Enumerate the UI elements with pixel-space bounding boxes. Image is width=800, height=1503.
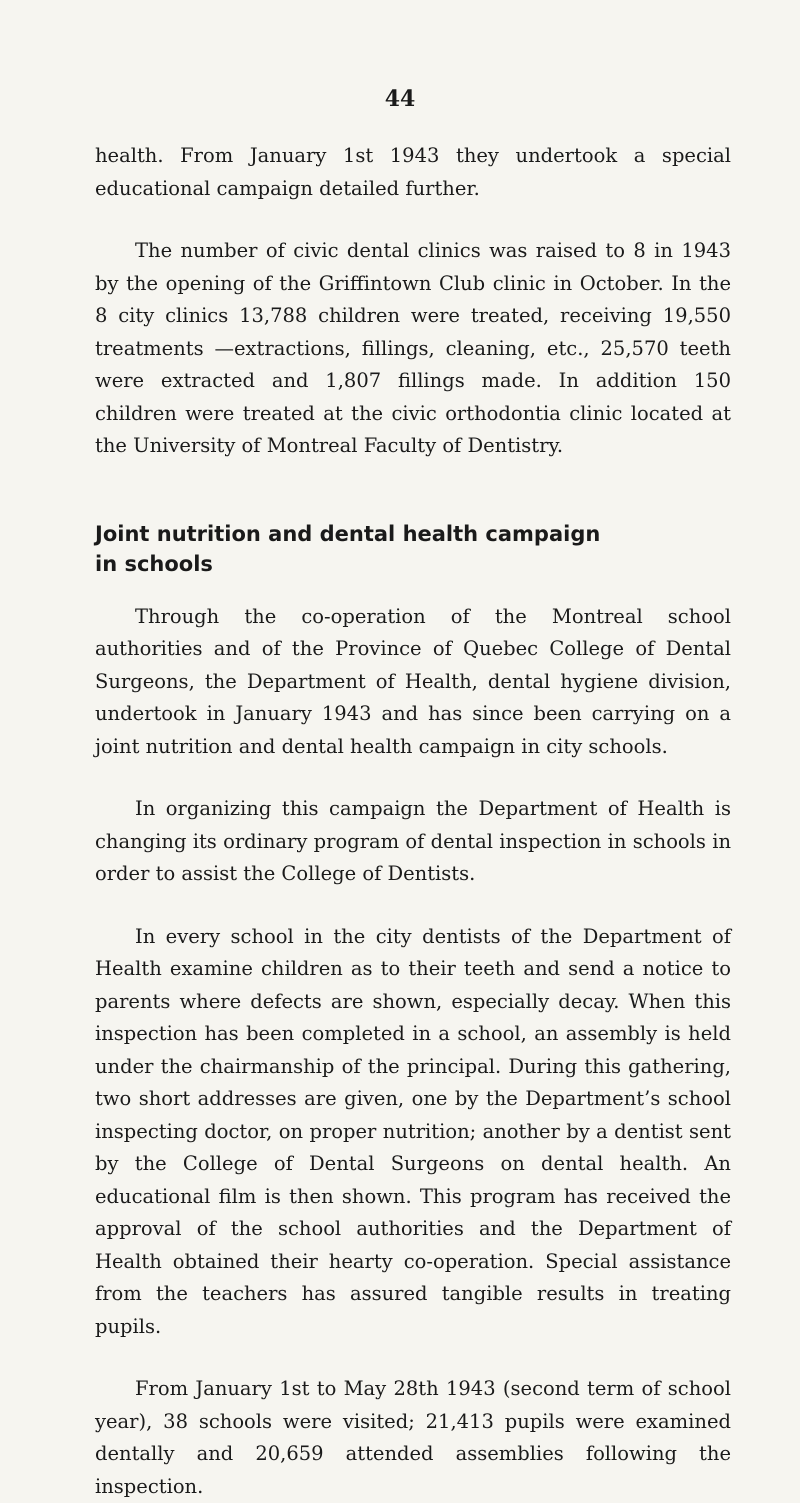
paragraph-inspection: In every school in the city dentists of the Department of Health examine children as to their teeth and send a notice to parents where defects are shown, especially decay. When this inspection has been completed in a school, an assembly is held under the chairmanship of the principal. During this gathering, two short addresses are given, one by the Department’s school inspecting doctor, on proper nutrition; another by a dentist sent by the College of Dental Surgeons on dental health. An educational film is then shown. This program has received the approval of the school authorities and the Department of Health obtained their hearty co-operation. Special assistance from the teachers has assured tangible results in treating pupils.: [95, 924, 731, 1338]
document-body: [95, 140, 731, 1503]
section-heading: [95, 519, 731, 579]
paragraph-statistics: From January 1st to May 28th 1943 (second term of school year), 38 schools were visited; 21,413 pupils were examined dentally and 20,659 attended assemblies following the inspection.: [95, 1377, 731, 1498]
page-number: 44: [384, 86, 416, 112]
section-heading-line-2: in schools: [95, 551, 213, 576]
paragraph-cooperation: Through the co-operation of the Montreal school authorities and of the Province of Quebec College of Dental Surgeons, the Department of Health, dental hygiene division, undertook in January 1943 and has since been carrying on a joint nutrition and dental health campaign in city schools.: [95, 604, 731, 758]
paragraph-continuation: health. From January 1st 1943 they undertook a special educational campaign detailed further.: [95, 144, 731, 200]
paragraph-clinics: The number of civic dental clinics was raised to 8 in 1943 by the opening of the Griffintown Club clinic in October. In the 8 city clinics 13,788 children were treated, receiving 19,550 treatments —extractions, fillings, cleaning, etc., 25,570 teeth were extracted and 1,807 fillings made. In addition 150 children were treated at the civic orthodontia clinic located at the University of Montreal Faculty of Dentistry.: [95, 239, 731, 457]
section-heading-line-1: Joint nutrition and dental health campaign: [95, 521, 601, 546]
paragraph-organizing: In organizing this campaign the Department of Health is changing its ordinary program of dental inspection in schools in order to assist the College of Dentists.: [95, 797, 731, 885]
